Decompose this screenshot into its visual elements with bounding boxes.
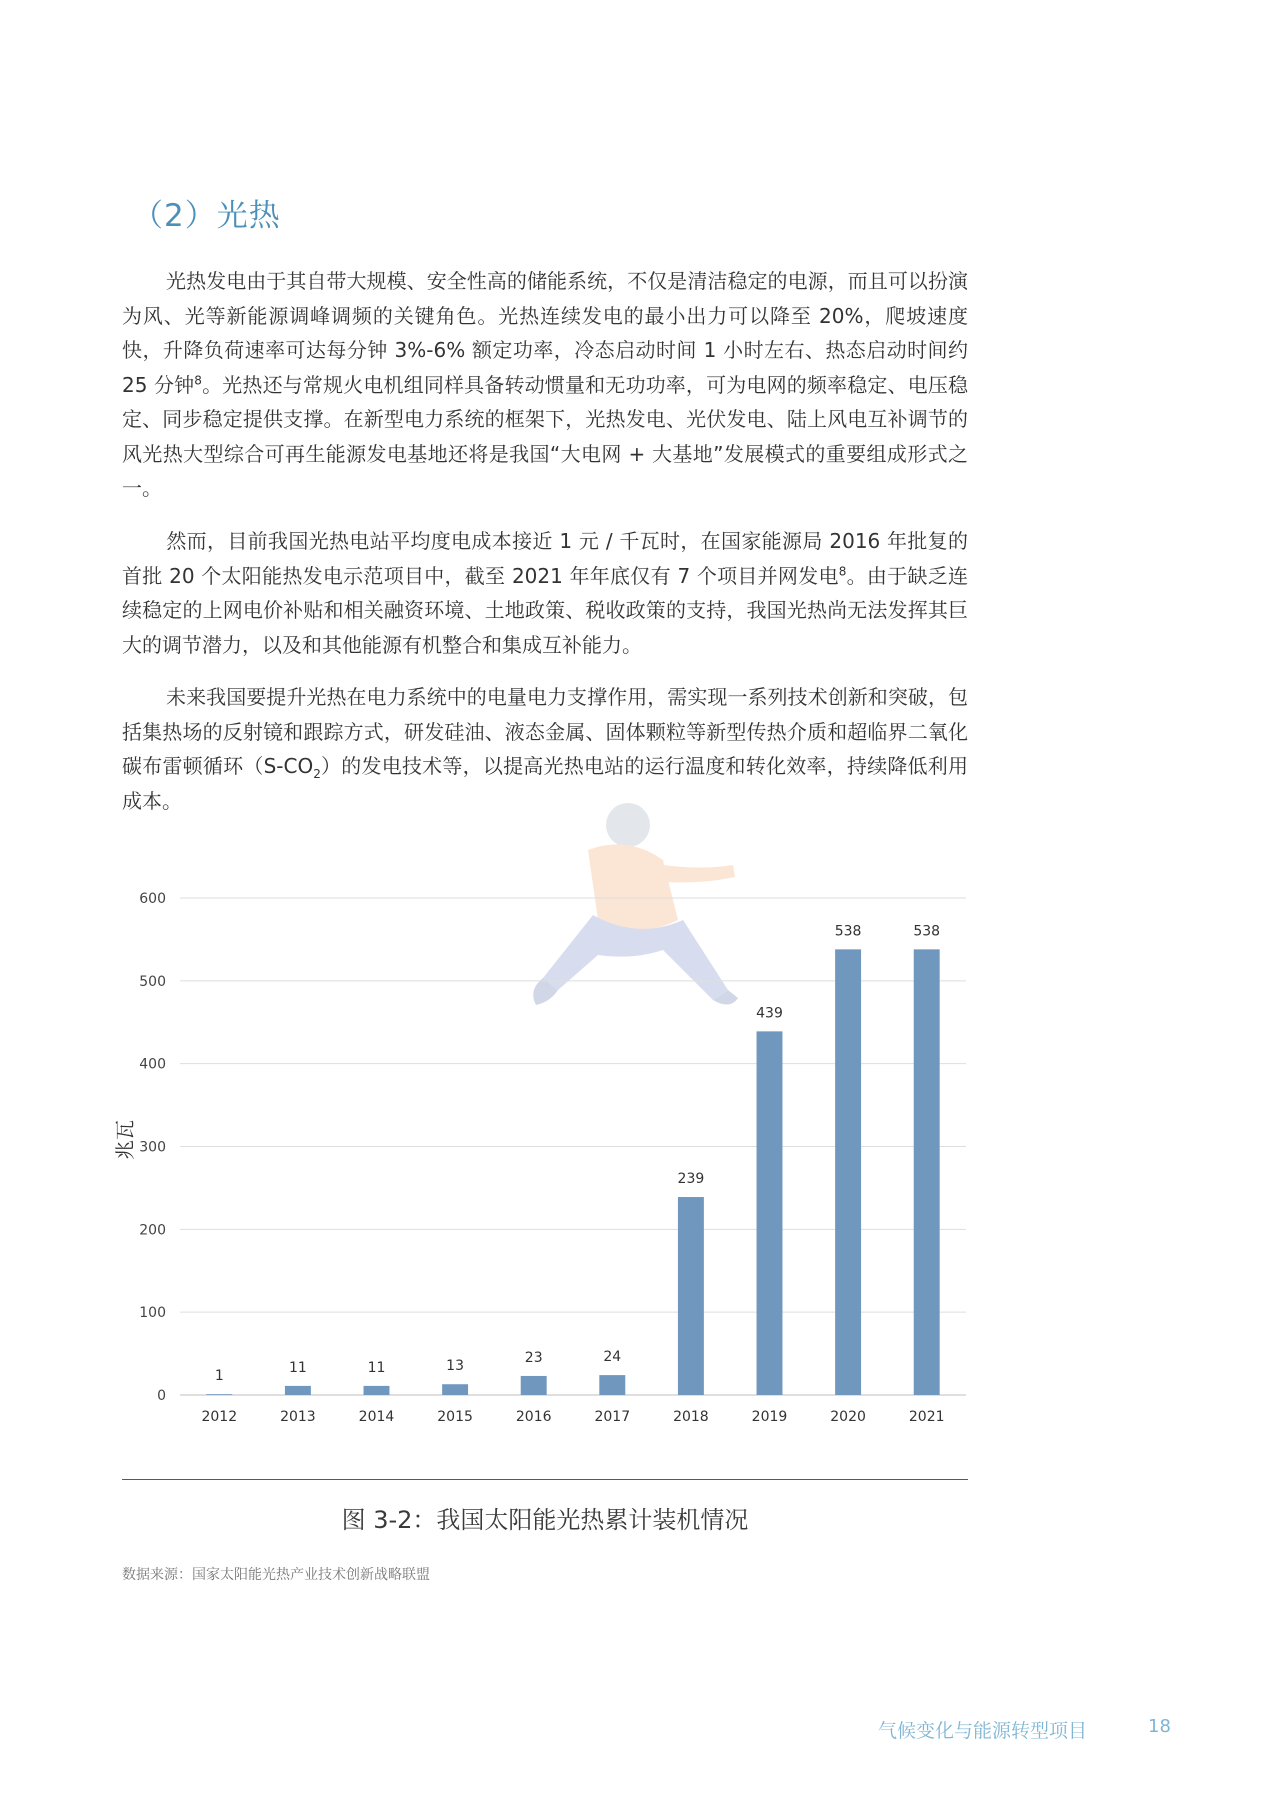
- bar: [835, 949, 861, 1395]
- page-number: 18: [1148, 1716, 1171, 1737]
- paragraph-1-text-a: 光热发电由于其自带大规模、安全性高的储能系统，不仅是清洁稳定的电源，而且可以扮演为风、光等新能源调峰调频的关键角色。光热连续发电的最小出力可以降至 20%，爬坡速度快，升降负荷速率可达每分钟 3%-6% 额定功率，冷态启动时间 1 小时左右、热态启动时间约 25 分钟: [122, 269, 968, 397]
- data-label: 11: [288, 1359, 307, 1376]
- y-tick-label: 400: [139, 1056, 166, 1073]
- data-label: 23: [524, 1349, 543, 1366]
- data-label: 11: [367, 1359, 386, 1376]
- data-label: 239: [677, 1171, 705, 1188]
- paragraph-3-text-a: 未来我国要提升光热在电力系统中的电量电力支撑作用，需实现一系列技术创新和突破，包括集热场的反射镜和跟踪方式，研发硅油、液态金属、固体颗粒等新型传热介质和超临界二氧化碳布雷顿循环（S-CO: [122, 685, 968, 778]
- chart-container: [113, 870, 978, 1430]
- y-tick-label: 100: [139, 1305, 166, 1322]
- y-tick-label: 500: [139, 973, 166, 990]
- paragraph-3-text-b: ）的发电技术等，以提高光热电站的运行温度和转化效率，持续降低利用成本。: [122, 754, 968, 813]
- y-axis-label: 兆瓦: [113, 1120, 137, 1160]
- data-label: 538: [913, 923, 941, 940]
- x-tick-label: 2021: [908, 1409, 945, 1425]
- footnote-ref[interactable]: 8: [194, 372, 202, 387]
- y-tick-label: 200: [139, 1222, 166, 1239]
- data-label: 13: [446, 1358, 465, 1375]
- figure-divider: [122, 1479, 968, 1480]
- y-axis: [139, 891, 166, 1404]
- y-tick-label: 0: [157, 1388, 166, 1404]
- paragraph-1: [122, 264, 968, 506]
- footnote-ref[interactable]: 8: [838, 563, 847, 578]
- x-tick-label: 2020: [830, 1409, 866, 1425]
- figure-caption: 图 3-2：我国太阳能光热累计装机情况: [341, 1506, 749, 1534]
- bar: [206, 1394, 232, 1395]
- x-tick-label: 2019: [751, 1409, 788, 1425]
- paragraph-2-text-b: 。由于缺乏连续稳定的上网电价补贴和相关融资环境、土地政策、税收政策的支持，我国光热尚无法发挥其巨大的调节潜力，以及和其他能源有机整合和集成互补能力。: [122, 563, 969, 657]
- bar: [442, 1384, 468, 1395]
- data-labels: [215, 923, 940, 1384]
- paragraph-2: [122, 524, 968, 662]
- section-heading: （2）光热: [132, 198, 281, 234]
- bars: [206, 949, 939, 1395]
- x-tick-label: 2015: [437, 1409, 473, 1425]
- x-tick-label: 2012: [201, 1409, 238, 1425]
- bar: [285, 1386, 311, 1395]
- x-axis: [201, 1409, 944, 1425]
- subscript-two: 2: [313, 767, 321, 781]
- bar: [757, 1031, 783, 1395]
- source-note: 数据来源：国家太阳能光热产业技术创新战略联盟: [122, 1567, 430, 1583]
- data-label: 24: [603, 1349, 622, 1366]
- bar: [599, 1375, 625, 1395]
- bar: [521, 1376, 547, 1395]
- footer-project-title: 气候变化与能源转型项目: [878, 1720, 1088, 1742]
- y-tick-label: 300: [139, 1139, 166, 1156]
- bar-chart: [113, 870, 978, 1430]
- bar: [678, 1197, 704, 1395]
- runner-illustration: [533, 803, 738, 1005]
- paragraph-1-text-b: 。光热还与常规火电机组同样具备转动惯量和无功功率，可为电网的频率稳定、电压稳定、同步稳定提供支撑。在新型电力系统的框架下，光热发电、光伏发电、陆上风电互补调节的风光热大型综合可再生能源发电基地还将是我国“大电网 + 大基地”发展模式的重要组成形式之一。: [122, 372, 969, 500]
- bar: [914, 949, 940, 1395]
- x-tick-label: 2016: [515, 1409, 552, 1425]
- data-label: 1: [214, 1368, 224, 1385]
- bar: [364, 1386, 390, 1395]
- paragraph-3: [122, 680, 968, 818]
- x-tick-label: 2013: [280, 1409, 316, 1425]
- data-label: 439: [756, 1005, 783, 1022]
- y-tick-label: 600: [139, 891, 166, 907]
- data-label: 538: [834, 923, 862, 940]
- paragraph-2-text-a: 然而，目前我国光热电站平均度电成本接近 1 元 / 千瓦时，在国家能源局 2016 年批复的首批 20 个太阳能热发电示范项目中，截至 2021 年年底仅有 7 个项目并网发电: [122, 529, 968, 588]
- x-tick-label: 2014: [358, 1409, 395, 1425]
- x-tick-label: 2017: [594, 1409, 631, 1425]
- x-tick-label: 2018: [673, 1409, 709, 1425]
